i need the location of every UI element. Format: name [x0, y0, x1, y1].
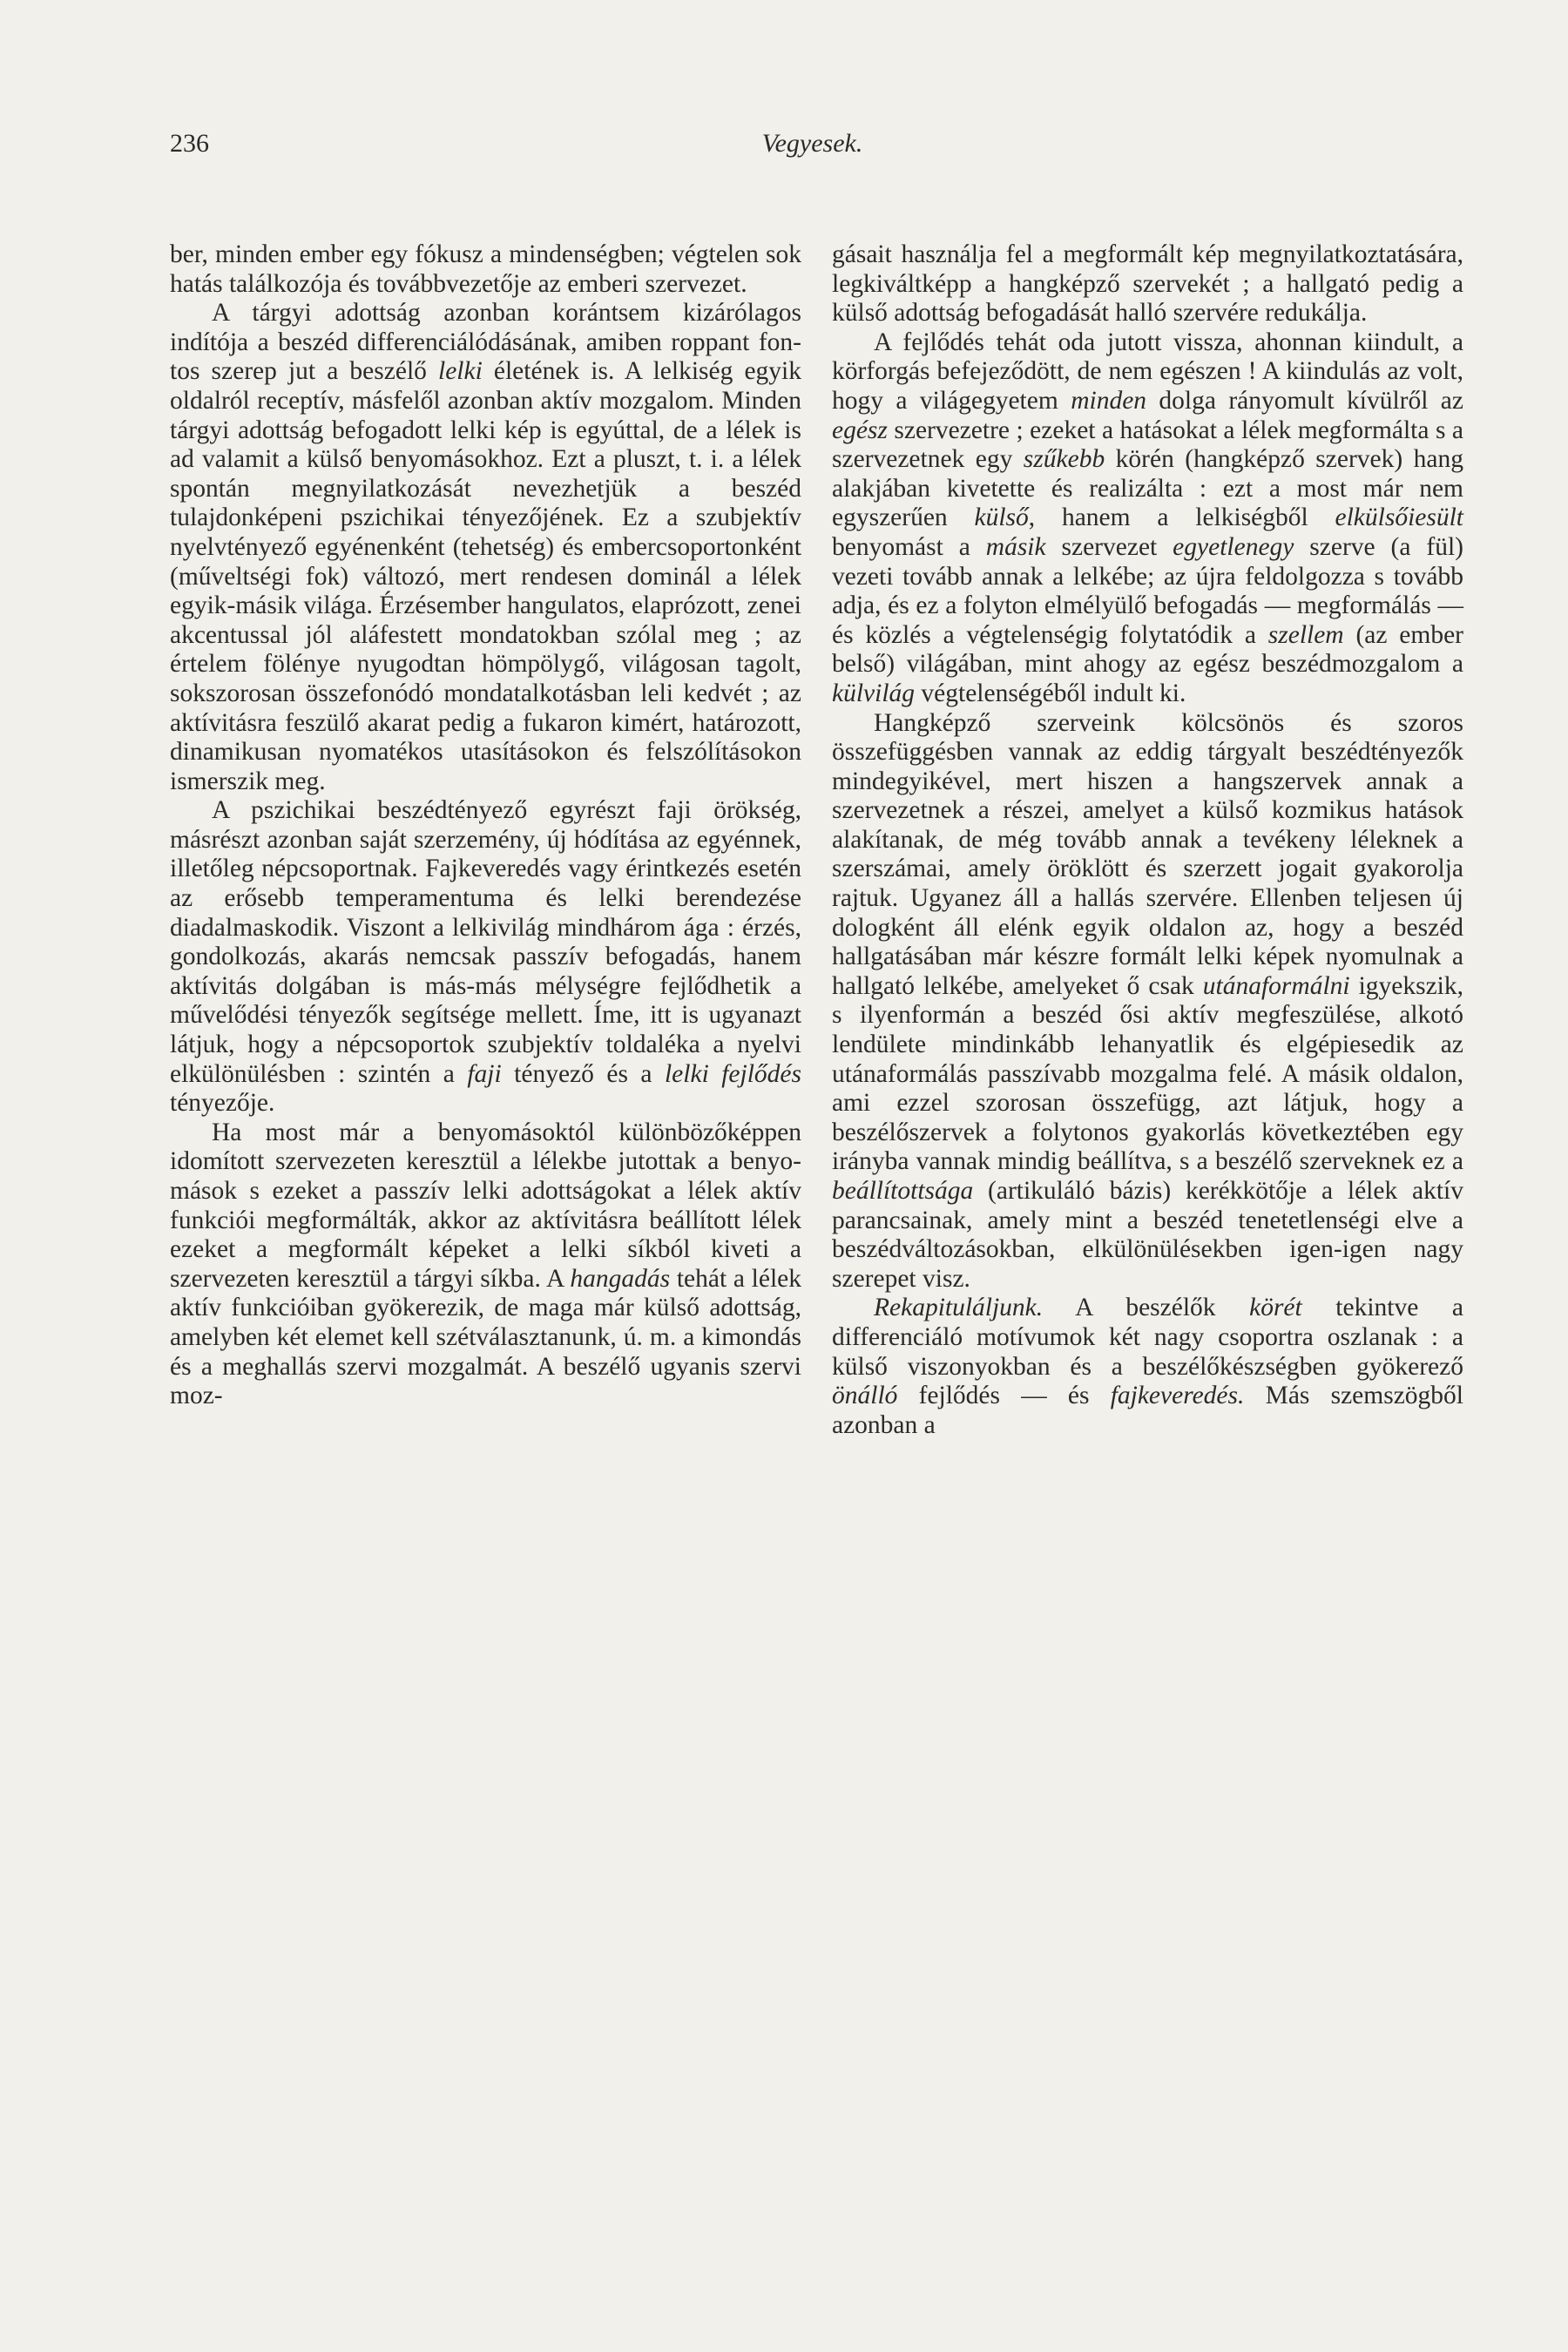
text-run: tehát a lélek aktív funkcióiban gyökerezik, de maga már külső adottság, amelyben két elemet kell szétválasztanunk, ú. m. a kimondás és a meghallás szervi mozgalmát. A beszélő ugyanis szervi moz- — [170, 1264, 801, 1410]
emphasis: fajkeveredés. — [1110, 1382, 1245, 1410]
emphasis: elkülsőiesült — [1335, 504, 1463, 532]
paragraph — [170, 1119, 801, 1411]
text-run: Ha most már a benyomásoktól különbözőképpen idomított szervezeten keresztül a lélekbe jutottak a benyomások s ezeket a passzív lelki adottságokat a lélek aktív funkciói megformálták, akkor az aktívitásra beállított lélek ezeket a megformált képeket a lelki síkból kiveti a szervezeten keresztül a tárgyi síkba. A — [170, 1118, 801, 1293]
text-run: (artikuláló bázis) kerékkötője a lélek aktív parancsainak, amely mint a beszéd tenetetlenségi elve a beszédváltozásokban, elkülönülésekben igen-igen nagy szerepet visz. — [832, 1177, 1463, 1293]
emphasis: szellem — [1267, 620, 1344, 649]
text-run: dolga rányomult kívülről az — [1146, 386, 1463, 415]
paragraph — [170, 796, 801, 1119]
paragraph: gásait használja fel a megformált kép megnyilatkoztatására, legkiváltképp a hangképző szervekét ; a hallgató pedig a külső adottság befogadását halló szervére redukálja. — [832, 240, 1463, 328]
text-run: A tárgyi adottság azonban korántsem kizárólagos indítója a beszéd differenciálódásának, amiben roppant fontos szerep jut a beszélő — [170, 299, 801, 386]
emphasis: lelki — [438, 357, 483, 386]
emphasis: egyetlenegy — [1173, 532, 1294, 561]
emphasis: faji — [467, 1059, 502, 1088]
text-run: szervezetre ; ezeket a hatásokat a lélek megformálta s a szervezetnek egy — [832, 416, 1463, 474]
text-run: igyekszik, s ilyenformán a beszéd ősi aktív megfeszülése, alkotó lendülete mindinkább lehanyatlik és elgépiesedik az utánaformálás passzívabb mozgalma felé. A másik oldalon, ami ezzel szorosan összefügg, azt látjuk, hogy a beszélőszervek a folytonos gyakorlás következtében egy irányba vannak mindig beállítva, s a beszélő szerveknek ez a — [832, 971, 1464, 1176]
emphasis: önálló — [832, 1382, 898, 1410]
paragraph — [170, 299, 801, 796]
right-column — [832, 240, 1463, 1440]
text-run: szervezet — [1045, 532, 1173, 561]
emphasis: hangadás — [570, 1264, 671, 1293]
text-run: tekintve a differenciáló motívumok két nagy csoportra oszlanak : a külső viszonyokban és a beszélőkészségben gyökerező — [832, 1294, 1463, 1381]
text-run: (az ember belső) világában, mint ahogy az egész beszédmozgalom a — [832, 620, 1463, 679]
text-run: benyomást a — [832, 532, 986, 561]
text-run: életének is. A lelkiség egyik oldalról receptív, másfelől azonban aktív mozgalom. Minden tárgyi adottság befogadott lelki kép is egyúttal, de a lélek is ad valamit a külső benyomásokhoz. Ezt a pluszt, t. i. a lélek spontán megnyilatkozását nevezhetjük a beszéd tulajdonképeni pszichikai tényezőjének. Ez a szubjektív nyelvtényező egyénenként (tehetség) és embercsoportonként (műveltségi fok) változó, mert rendesen dominál a lélek egyik-másik világa. Érzésember hangulatos, elaprózott, zenei akcentussal jól aláfestett mondatokban szólal meg ; az értelem fölénye nyugodtan hömpölygő, világosan tagolt, sokszorosan összefonódó mondatalkotásban leli kedvét ; az aktívitásra feszülő akarat pedig a fukaron kimért, határozott, dinamikusan nyomatékos utasításokon és felszólításokon ismerszik meg. — [170, 357, 801, 795]
paragraph — [832, 328, 1463, 709]
text-run: végtelenségéből indult ki. — [915, 679, 1186, 707]
running-head: Vegyesek. — [761, 129, 863, 158]
emphasis: beállítottsága — [832, 1177, 974, 1205]
emphasis: utánaformálni — [1202, 971, 1350, 1000]
emphasis: szűkebb — [1023, 445, 1105, 474]
text-run: Más szemszögből azonban a — [832, 1382, 1463, 1439]
text-run: A fejlődés tehát oda jutott vissza, ahonnan kiindult, a körforgás befejeződött, de nem egészen ! A kiindulás az volt, hogy a világegyetem — [832, 328, 1463, 415]
emphasis: minden — [1071, 386, 1147, 415]
paragraph — [832, 1294, 1463, 1440]
text-run: fejlődés — és — [897, 1382, 1111, 1410]
text-run: Hangképző szerveink kölcsönös és szoros összefüggésben vannak az eddig tárgyalt beszédtényezők mindegyikével, mert hiszen a hangszervek annak a szervezetnek a részei, amelyet a külső kozmikus hatások alakítanak, de még tovább annak a tevékeny léleknek a szerszámai, amely öröklött és szerzett jogait gyakorolja rajtuk. Ugyanez áll a hallás szervére. Ellenben teljesen új dologként áll elénk egyik oldalon az, hogy a beszéd hallgatásában már készre formált lelki képek nyomulnak a hallgató lelkébe, amelyeket ő csak — [832, 708, 1463, 1000]
page-header — [170, 129, 1455, 172]
emphasis: körét — [1249, 1294, 1302, 1322]
emphasis: egész — [832, 416, 888, 444]
page-number: 236 — [170, 129, 209, 158]
text-run: A beszélők — [1043, 1294, 1250, 1322]
emphasis: másik — [985, 532, 1046, 561]
emphasis: külső — [974, 504, 1029, 532]
paragraph — [832, 709, 1463, 1294]
emphasis: külvilág — [832, 679, 916, 707]
text-run: A pszichikai beszédtényező egyrészt faji örökség, másrészt azonban saját szerzemény, új hódítása az egyénnek, illetőleg népcsoportnak. Fajkeveredés vagy érintkezés esetén az erősebb temperamentuma és lelki berendezése diadalmaskodik. Viszont a lelkivilág mindhárom ága : érzés, gondolkozás, akarás nemcsak passzív befogadás, hanem aktívitás dolgában is más-más mélységre fejlődhetik a művelődési tényezők segítsége mellett. Íme, itt is ugyanazt látjuk, hogy a népcsoportok szubjektív toldaléka a nyelvi elkülönülésben : szintén a — [170, 796, 801, 1088]
text-run: szerve (a fül) vezeti tovább annak a lelkébe; az újra feldolgozza s tovább adja, és ez a folyton elmélyülő befogadás — megformálás — és közlés a végtelenségig folytatódik a — [832, 532, 1463, 649]
text-run: tényező és a — [501, 1059, 665, 1088]
emphasis: lelki fejlődés — [664, 1059, 801, 1088]
left-column — [170, 240, 801, 1411]
text-run: körén (hangképző szervek) hang alakjában kivetette és realizálta : ezt a most már nem egyszerűen — [832, 445, 1463, 532]
text-run: , hanem a lelkiségből — [1028, 504, 1335, 532]
paragraph: ber, minden ember egy fókusz a mindenségben; végtelen sok hatás találkozója és továbbvezetője az emberi szervezet. — [170, 240, 801, 298]
text-run: tényezője. — [170, 1089, 275, 1118]
emphasis: Rekapituláljunk. — [874, 1294, 1044, 1322]
